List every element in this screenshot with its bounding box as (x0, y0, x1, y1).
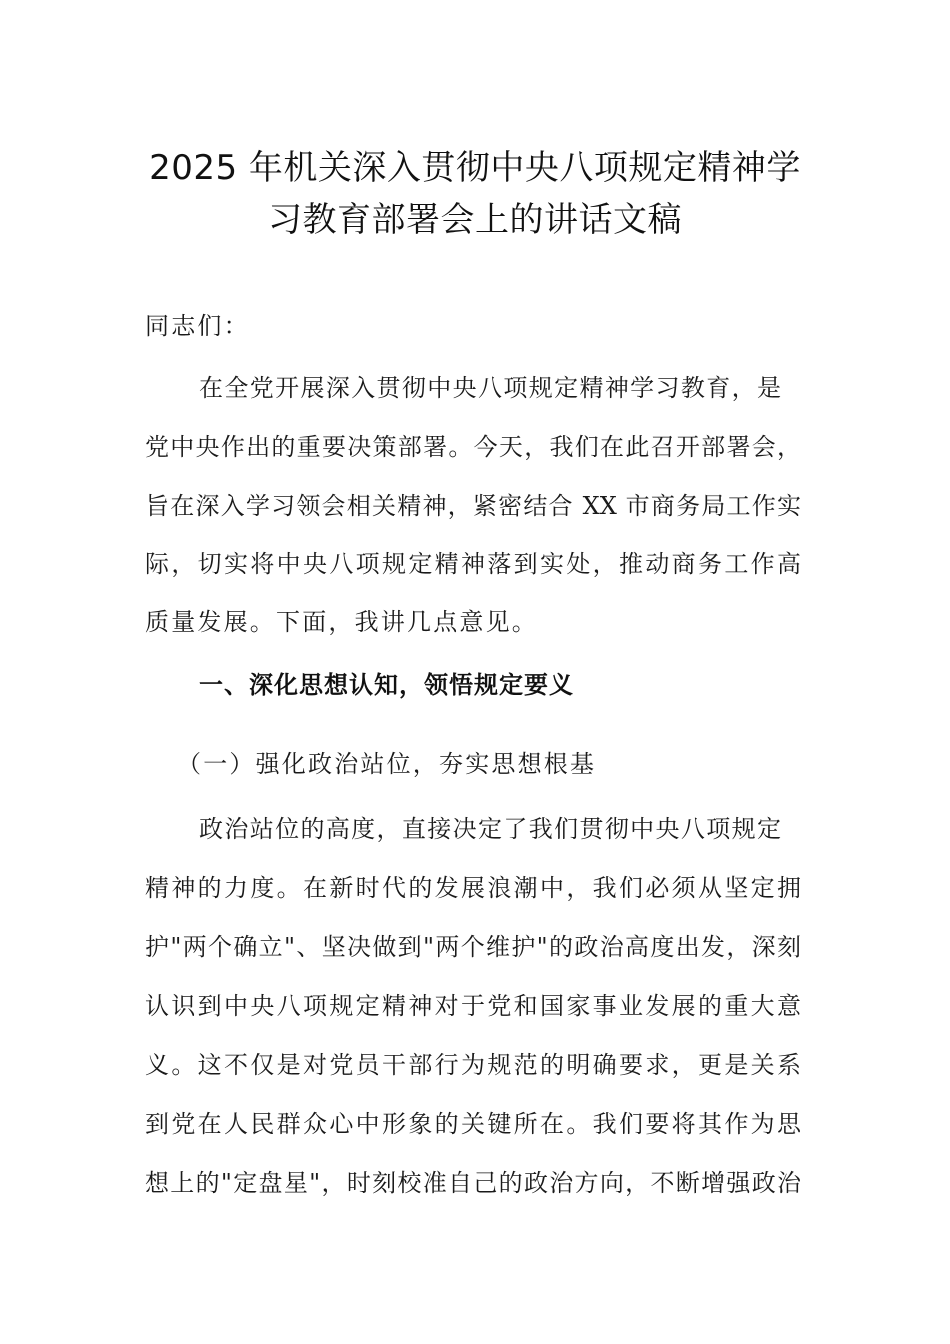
intro-line-3: 旨在深入学习领会相关精神，紧密结合 XX 市商务局工作实 (145, 492, 801, 520)
document-title-line-1: 2025 年机关深入贯彻中央八项规定精神学 (149, 148, 801, 188)
body-line-6: 到党在人民群众心中形象的关键所在。我们要将其作为思 (145, 1110, 801, 1138)
subsection-heading: （一）强化政治站位，夯实思想根基 (177, 750, 597, 778)
intro-line-5: 质量发展。下面，我讲几点意见。 (145, 608, 538, 636)
body-line-2: 精神的力度。在新时代的发展浪潮中，我们必须从坚定拥 (145, 874, 801, 902)
salutation: 同志们： (145, 312, 250, 340)
intro-line-4: 际，切实将中央八项规定精神落到实处，推动商务工作高 (145, 550, 801, 578)
body-line-5: 义。这不仅是对党员干部行为规范的明确要求，更是关系 (145, 1051, 801, 1079)
document-title-line-2: 习教育部署会上的讲话文稿 (268, 200, 682, 240)
intro-line-2: 党中央作出的重要决策部署。今天，我们在此召开部署会， (145, 433, 801, 461)
body-line-3: 护"两个确立"、坚决做到"两个维护"的政治高度出发，深刻 (145, 933, 801, 961)
body-line-1: 政治站位的高度，直接决定了我们贯彻中央八项规定 (199, 815, 781, 843)
body-line-7: 想上的"定盘星"，时刻校准自己的政治方向，不断增强政治 (145, 1169, 801, 1197)
body-line-4: 认识到中央八项规定精神对于党和国家事业发展的重大意 (145, 992, 801, 1020)
section-heading: 一、深化思想认知，领悟规定要义 (199, 671, 574, 699)
intro-line-1: 在全党开展深入贯彻中央八项规定精神学习教育，是 (199, 374, 781, 402)
